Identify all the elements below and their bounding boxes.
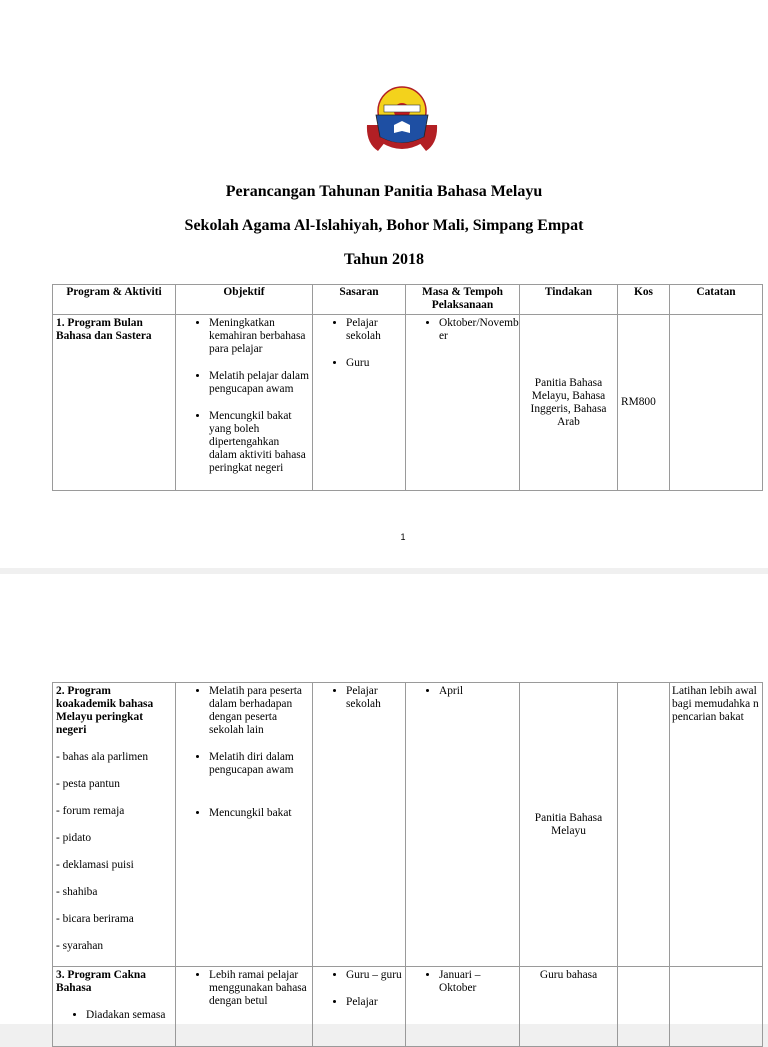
table-header-row (53, 285, 763, 315)
list-item: • Oktober/Novemb er (439, 317, 516, 343)
objektif-cell (176, 315, 313, 491)
tindakan-cell: Panitia Bahasa Melayu, Bahasa Inggeris, Bahasa Arab (520, 315, 618, 491)
header-catatan: Catatan (670, 285, 763, 315)
page-number: 1 (400, 532, 406, 542)
list-item: • April (439, 685, 516, 698)
list-item: • Diadakan semasa (86, 1009, 172, 1022)
masa-cell (406, 683, 520, 967)
table-row (53, 315, 763, 491)
plan-table-page-1 (52, 284, 763, 491)
list-item: • Guru – guru (346, 969, 402, 982)
list-item: • Lebih ramai pelajar menggunakan bahasa dengan betul (209, 969, 309, 1008)
activity-item: - bahas ala parlimen (56, 751, 149, 763)
document-title: Perancangan Tahunan Panitia Bahasa Melayu (225, 183, 543, 200)
list-item: • Guru (346, 357, 402, 370)
objektif-cell (176, 683, 313, 967)
list-item: • Meningkatkan kemahiran berbahasa para pelajar (209, 317, 309, 356)
activity-item: - pesta pantun (56, 778, 120, 790)
document-page-2 (0, 574, 768, 1024)
program-name: 1. Program Bulan Bahasa dan Sastera (53, 315, 176, 491)
tindakan-cell: Panitia Bahasa Melayu (520, 683, 618, 967)
kos-cell: RM800 (618, 315, 670, 491)
list-item: • Melatih para peserta dalam berhadapan dengan peserta sekolah lain (209, 685, 309, 737)
program-name: 3. Program Cakna Bahasa (56, 969, 146, 994)
header-program: Program & Aktiviti (53, 285, 176, 315)
sasaran-cell (313, 315, 406, 491)
program-name: 2. Program koakademik bahasa Melayu peringkat negeri (56, 685, 154, 736)
school-crest-logo (364, 85, 440, 161)
list-item: • Melatih diri dalam pengucapan awam (209, 751, 309, 777)
program-cell (53, 683, 176, 967)
header-masa: Masa & Tempoh Pelaksanaan (406, 285, 520, 315)
masa-cell (406, 967, 520, 1047)
list-item: • Melatih pelajar dalam pengucapan awam (209, 370, 309, 396)
list-item: • Pelajar sekolah (346, 317, 402, 343)
activity-item: - syarahan (56, 940, 104, 952)
objektif-cell (176, 967, 313, 1047)
plan-table-page-2 (52, 682, 763, 1047)
header-kos: Kos (618, 285, 670, 315)
list-item: • Januari – Oktober (439, 969, 516, 995)
activity-item: - deklamasi puisi (56, 859, 134, 871)
catatan-cell (670, 315, 763, 491)
list-item: • Pelajar sekolah (346, 685, 402, 711)
activity-item: - bicara berirama (56, 913, 134, 925)
catatan-cell: Latihan lebih awal bagi memudahka n pencarian bakat (670, 683, 763, 967)
activity-item: - shahiba (56, 886, 98, 898)
activity-item: - pidato (56, 832, 92, 844)
document-year: Tahun 2018 (344, 251, 424, 268)
table-row (53, 967, 763, 1047)
kos-cell (618, 967, 670, 1047)
list-item: • Mencungkil bakat (209, 807, 309, 820)
table-row (53, 683, 763, 967)
activity-item: - forum remaja (56, 805, 125, 817)
catatan-cell (670, 967, 763, 1047)
sasaran-cell (313, 967, 406, 1047)
masa-cell (406, 315, 520, 491)
list-item: • Pelajar (346, 996, 402, 1009)
header-tindakan: Tindakan (520, 285, 618, 315)
program-cell (53, 967, 176, 1047)
header-objektif: Objektif (176, 285, 313, 315)
kos-cell (618, 683, 670, 967)
header-sasaran: Sasaran (313, 285, 406, 315)
sasaran-cell (313, 683, 406, 967)
school-name: Sekolah Agama Al-Islahiyah, Bohor Mali, Simpang Empat (184, 217, 584, 234)
list-item: • Mencungkil bakat yang boleh dipertengahkan dalam aktiviti bahasa peringkat negeri (209, 410, 309, 475)
tindakan-cell: Guru bahasa (520, 967, 618, 1047)
